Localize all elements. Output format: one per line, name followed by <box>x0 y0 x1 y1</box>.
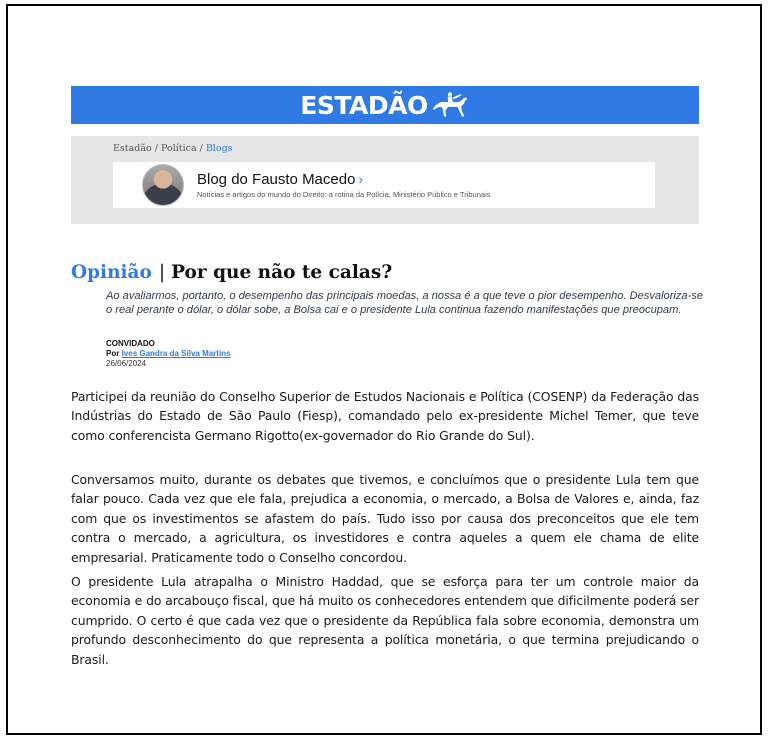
horse-rider-icon <box>432 91 470 119</box>
breadcrumb-item-blogs[interactable]: Blogs <box>205 143 233 154</box>
byline-kicker: CONVIDADO <box>106 339 155 348</box>
byline-by-label: Por <box>106 349 120 358</box>
author-link[interactable]: Ives Gandra da Silva Martins <box>121 349 231 358</box>
publish-date: 26/06/2024 <box>106 359 147 368</box>
headline-divider: | <box>158 262 166 283</box>
article-paragraph: Participei da reunião do Conselho Superior de Estudos Nacionais e Política (COSENP) da Federação das Indústrias do Estado de São Paulo (Fiesp), comandado pelo ex-presidente Michel Temer, que teve como conferencista Germano Rigotto(ex-governador do Rio Grande do Sul). <box>71 389 699 443</box>
author-avatar <box>142 164 184 206</box>
blog-card[interactable] <box>113 162 655 208</box>
article-title: Por que não te calas? <box>171 262 393 283</box>
article-lede: Ao avaliarmos, portanto, o desempenho das principais moedas, a nossa é a que teve o pior desempenho. Desvaloriza-se o real perante o dólar, o dólar sobe, a Bolsa cai e o presidente Lula continua fazendo manifestações que preocupam. <box>106 290 703 316</box>
masthead <box>71 86 699 124</box>
blog-title-text: Blog do Fausto Macedo <box>197 171 356 188</box>
breadcrumb-item-estadao[interactable]: Estadão <box>113 143 152 154</box>
article-paragraph: Conversamos muito, durante os debates que tivemos, e concluímos que o presidente Lula tem que falar pouco. Cada vez que ele fala, prejudica a economia, o mercado, a Bolsa de Valores e, ainda, faz com que os investimentos se afastem do país. Tudo isso por causa dos preconceitos que ele tem contra o mercado, a agricultura, os investidores e contra aqueles a quem ele chama de elite empresarial. Praticamente todo o Conselho concordou. <box>71 472 699 565</box>
logo-text: ESTADÃO <box>300 90 428 120</box>
blog-subtitle: Notícias e artigos do mundo do Direito: a rotina da Polícia, Ministério Público e Tribunais <box>197 190 491 199</box>
blog-header-panel <box>71 136 699 224</box>
blog-title[interactable] <box>197 171 490 188</box>
estadao-logo[interactable] <box>300 91 469 120</box>
byline <box>106 339 231 369</box>
chevron-right-icon: › <box>358 172 363 187</box>
article-category[interactable]: Opinião <box>71 262 152 283</box>
article-headline <box>71 262 711 283</box>
breadcrumb-separator: / <box>154 143 158 154</box>
article-paragraph: O presidente Lula atrapalha o Ministro Haddad, que se esforça para ter um controle maior da economia e do arcabouço fiscal, que há muito os conhecedores entendem que dificilmente poderá ser cumprido. O certo é que cada vez que o presidente da República fala sobre economia, demonstra um profundo desconhecimento do que representa a política monetária, o que termina prejudicando o Brasil. <box>71 574 699 667</box>
breadcrumb-item-politica[interactable]: Política <box>160 143 197 154</box>
breadcrumb-separator: / <box>199 143 203 154</box>
breadcrumb <box>113 143 233 154</box>
